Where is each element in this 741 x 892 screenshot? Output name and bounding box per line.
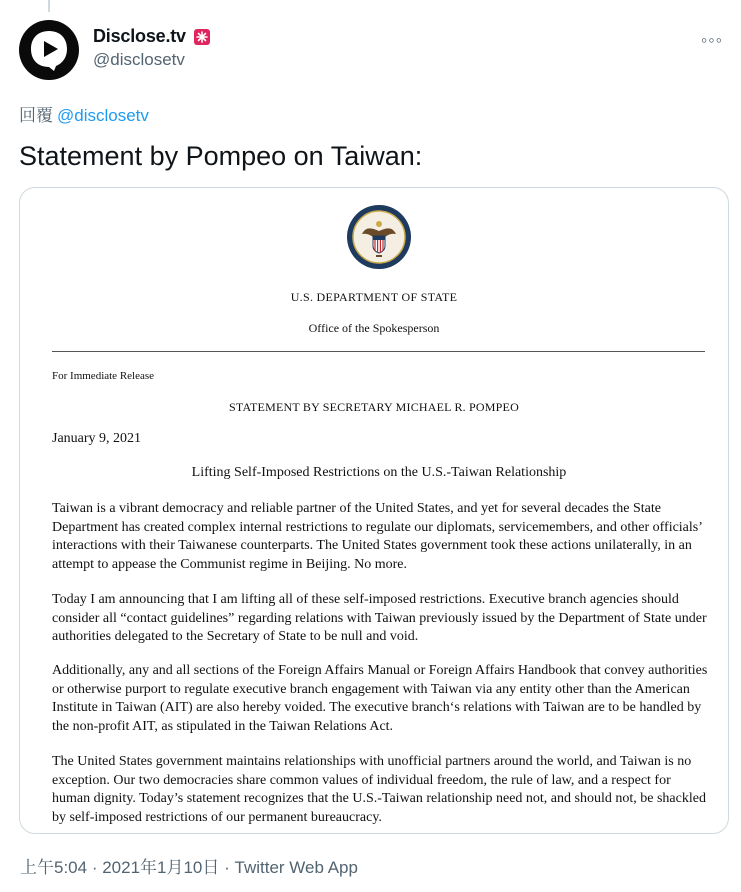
header-divider	[52, 351, 705, 352]
tweet-header	[19, 20, 727, 82]
statement-paragraph: Taiwan is a vibrant democracy and reliable partner of the United States, and yet for several decades the State Department has created complex internal restrictions to regulate our diplomats, servicemembers, and other officials’ interactions with their Taiwanese counterparts. The United States government took these actions unilaterally, in an attempt to appease the Communist regime in Beijing. No more.	[52, 501, 702, 572]
statement-document	[20, 188, 728, 833]
source-app-link[interactable]: Twitter Web App	[234, 858, 358, 877]
statement-paragraph: The United States government maintains relationships with unofficial partners around the world, and Taiwan is no exception. Our two democracies share common values of individual freedom, the rule of law, and a respect for human dignity. Today’s statement recognizes that the U.S.-Taiwan relationship need not, and should not, be shackled by self-imposed restrictions of our permanent bureaucracy.	[52, 754, 706, 825]
reply-context	[19, 101, 149, 126]
statement-paragraph: Additionally, any and all sections of the Foreign Affairs Manual or Foreign Affairs Handbook that convey authorities or otherwise purport to regulate executive branch engagement with Taiwan via any entity other than the American Institute in Taiwan (AIT) are also hereby voided. The executive branch‘s relations with Taiwan are to be handled by the non-profit AIT, as stipulated in the Taiwan Relations Act.	[52, 663, 708, 734]
statement-subject: Lifting Self-Imposed Restrictions on the U.S.-Taiwan Relationship	[191, 465, 567, 480]
tweet-image[interactable]	[19, 187, 729, 834]
statement-title: STATEMENT BY SECRETARY MICHAEL R. POMPEO	[229, 400, 519, 414]
play-logo-icon	[26, 27, 72, 73]
tweet-time[interactable]: 上午5:04	[20, 858, 88, 877]
tweet-timestamp-row	[20, 853, 358, 878]
statement-paragraph: Today I am announcing that I am lifting all of these self-imposed restrictions. Executive branch agencies should consider all “contact guidelines” regarding relations with Taiwan previously issued by the Department of State under authorities delegated to the Secretary of State to be null and void.	[52, 592, 707, 644]
author-handle[interactable]: @disclosetv	[93, 50, 185, 69]
tweet-date[interactable]: 2021年1月10日	[102, 858, 220, 877]
tweet-text: Statement by Pompeo on Taiwan:	[19, 141, 423, 171]
statement-date: January 9, 2021	[52, 431, 142, 446]
separator-dot: ·	[219, 858, 235, 877]
separator-dot: ·	[87, 858, 103, 877]
department-of-state-seal-icon	[346, 204, 412, 270]
more-options-button[interactable]: ◦◦◦	[700, 30, 723, 50]
department-name: U.S. DEPARTMENT OF STATE	[290, 290, 458, 304]
reply-prefix: 回覆	[19, 106, 53, 125]
office-name: Office of the Spokesperson	[308, 321, 440, 335]
author-names	[93, 20, 212, 70]
siren-emoji-icon	[192, 27, 212, 47]
avatar[interactable]	[19, 20, 79, 80]
thread-connector-line	[48, 0, 50, 12]
reply-mention-link[interactable]: @disclosetv	[57, 106, 149, 125]
release-label: For Immediate Release	[52, 370, 155, 382]
author-display-name[interactable]: Disclose.tv	[93, 26, 186, 46]
